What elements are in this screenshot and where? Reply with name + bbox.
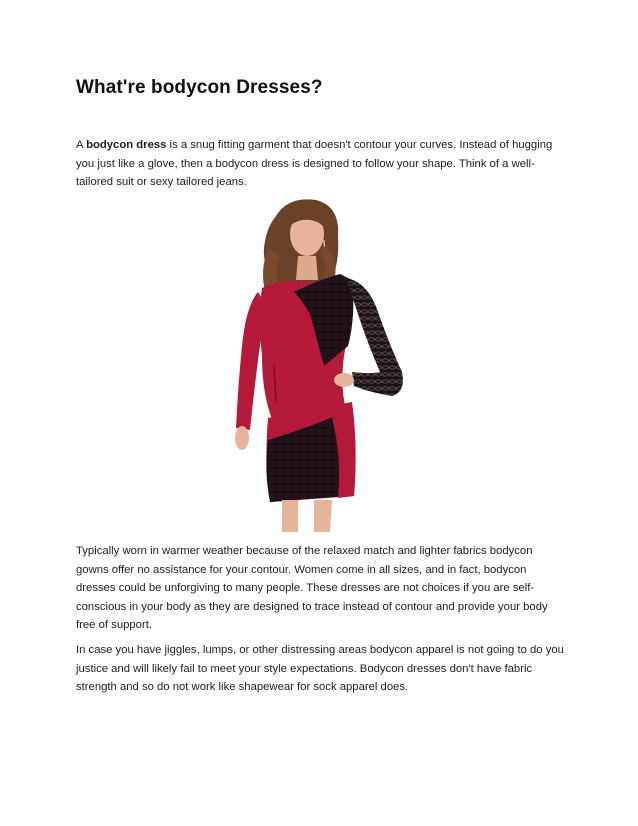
body-paragraph-2: Typically worn in warmer weather because of the relaxed match and lighter fabrics bodycon gowns offer no assistance for your contour. Women come in all sizes, and in fact, bodycon dresses could be unforgiving to many people. These dresses are not choices if you are self-conscious in your body as they are designed to trace instead of contour and provide your body free of support. [76,545,548,631]
intro-paragraph [76,136,566,192]
intro-bold-term: bodycon dress [86,139,167,151]
intro-rest: is a snug fitting garment that doesn't contour your curves. Instead of hugging you just like a glove, then a bodycon dress is designed to follow your shape. Think of a well-tailored suit or sexy tailored jeans. [76,139,553,188]
woman-in-bodycon-dress-illustration [228,196,413,532]
body-paragraph-3: In case you have jiggles, lumps, or other distressing areas bodycon apparel is not going to do you justice and will likely fail to meet your style expectations. Bodycon dresses don't have fabric strength and so do not work like shapewear for sock apparel does. [76,644,564,693]
article-title: What're bodycon Dresses? [76,77,323,98]
intro-lead: A [76,139,87,151]
dress-photo [228,196,413,532]
